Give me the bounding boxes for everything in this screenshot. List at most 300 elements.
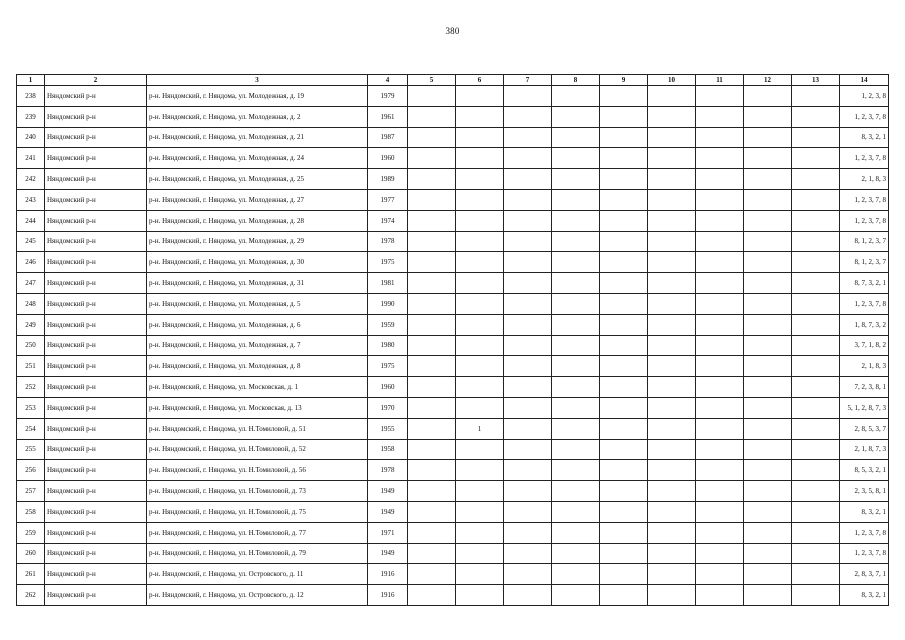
empty-cell [792, 439, 840, 460]
address-cell: р-н. Няндомский, г. Няндома, ул. Н.Томиловой, д. 56 [147, 460, 368, 481]
empty-cell [552, 418, 600, 439]
district-cell: Няндомский р-н [45, 543, 147, 564]
empty-cell [696, 564, 744, 585]
empty-cell [552, 397, 600, 418]
empty-cell [696, 377, 744, 398]
codes-cell: 2, 1, 8, 3 [840, 356, 889, 377]
empty-cell [552, 501, 600, 522]
codes-cell: 7, 2, 3, 8, 1 [840, 377, 889, 398]
empty-cell [408, 522, 456, 543]
empty-cell [600, 564, 648, 585]
empty-cell [552, 293, 600, 314]
row-number-cell: 248 [17, 293, 45, 314]
district-cell: Няндомский р-н [45, 501, 147, 522]
empty-cell [648, 439, 696, 460]
district-cell: Няндомский р-н [45, 377, 147, 398]
col6-cell [456, 501, 504, 522]
col6-cell: 1 [456, 418, 504, 439]
address-cell: р-н. Няндомский, г. Няндома, ул. Молодежная, д. 30 [147, 252, 368, 273]
empty-cell [792, 273, 840, 294]
empty-cell [552, 356, 600, 377]
empty-cell [552, 273, 600, 294]
empty-cell [408, 543, 456, 564]
year-cell: 1981 [368, 273, 408, 294]
row-number-cell: 257 [17, 481, 45, 502]
empty-cell [552, 460, 600, 481]
empty-cell [408, 252, 456, 273]
empty-cell [744, 189, 792, 210]
codes-cell: 3, 7, 1, 8, 2 [840, 335, 889, 356]
district-cell: Няндомский р-н [45, 231, 147, 252]
district-cell: Няндомский р-н [45, 564, 147, 585]
empty-cell [792, 189, 840, 210]
empty-cell [408, 169, 456, 190]
year-cell: 1980 [368, 335, 408, 356]
empty-cell [648, 86, 696, 107]
codes-cell: 2, 3, 5, 8, 1 [840, 481, 889, 502]
empty-cell [792, 418, 840, 439]
district-cell: Няндомский р-н [45, 481, 147, 502]
empty-cell [648, 210, 696, 231]
empty-cell [600, 460, 648, 481]
empty-cell [600, 293, 648, 314]
empty-cell [744, 127, 792, 148]
empty-cell [744, 231, 792, 252]
year-cell: 1960 [368, 148, 408, 169]
year-cell: 1975 [368, 356, 408, 377]
year-cell: 1961 [368, 106, 408, 127]
codes-cell: 1, 2, 3, 7, 8 [840, 543, 889, 564]
empty-cell [600, 189, 648, 210]
empty-cell [552, 314, 600, 335]
row-number-cell: 246 [17, 252, 45, 273]
empty-cell [408, 439, 456, 460]
empty-cell [600, 273, 648, 294]
empty-cell [648, 335, 696, 356]
address-cell: р-н. Няндомский, г. Няндома, ул. Н.Томиловой, д. 77 [147, 522, 368, 543]
empty-cell [504, 418, 552, 439]
empty-cell [552, 377, 600, 398]
empty-cell [792, 314, 840, 335]
empty-cell [600, 335, 648, 356]
col6-cell [456, 481, 504, 502]
empty-cell [408, 501, 456, 522]
empty-cell [408, 314, 456, 335]
row-number-cell: 247 [17, 273, 45, 294]
empty-cell [744, 501, 792, 522]
district-cell: Няндомский р-н [45, 273, 147, 294]
district-cell: Няндомский р-н [45, 418, 147, 439]
year-cell: 1977 [368, 189, 408, 210]
empty-cell [552, 210, 600, 231]
col6-cell [456, 564, 504, 585]
empty-cell [744, 522, 792, 543]
empty-cell [696, 189, 744, 210]
district-cell: Няндомский р-н [45, 293, 147, 314]
empty-cell [504, 314, 552, 335]
empty-cell [792, 169, 840, 190]
empty-cell [696, 106, 744, 127]
empty-cell [552, 231, 600, 252]
empty-cell [648, 418, 696, 439]
district-cell: Няндомский р-н [45, 148, 147, 169]
address-cell: р-н. Няндомский, г. Няндома, ул. Н.Томиловой, д. 73 [147, 481, 368, 502]
empty-cell [600, 210, 648, 231]
page-number: 380 [445, 26, 460, 36]
empty-cell [408, 127, 456, 148]
empty-cell [696, 231, 744, 252]
table-row [17, 543, 889, 564]
col6-cell [456, 86, 504, 107]
address-cell: р-н. Няндомский, г. Няндома, ул. Московская, д. 13 [147, 397, 368, 418]
row-number-cell: 245 [17, 231, 45, 252]
district-cell: Няндомский р-н [45, 252, 147, 273]
address-cell: р-н. Няндомский, г. Няндома, ул. Молодежная, д. 25 [147, 169, 368, 190]
address-cell: р-н. Няндомский, г. Няндома, ул. Московская, д. 1 [147, 377, 368, 398]
empty-cell [648, 189, 696, 210]
empty-cell [552, 148, 600, 169]
empty-cell [648, 356, 696, 377]
empty-cell [792, 585, 840, 606]
empty-cell [504, 564, 552, 585]
empty-cell [696, 127, 744, 148]
empty-cell [504, 522, 552, 543]
column-header: 6 [456, 75, 504, 86]
empty-cell [696, 439, 744, 460]
empty-cell [744, 169, 792, 190]
year-cell: 1974 [368, 210, 408, 231]
empty-cell [744, 273, 792, 294]
table-row [17, 189, 889, 210]
empty-cell [552, 252, 600, 273]
address-cell: р-н. Няндомский, г. Няндома, ул. Молодежная, д. 29 [147, 231, 368, 252]
table-row [17, 501, 889, 522]
empty-cell [504, 585, 552, 606]
table-body [17, 86, 889, 606]
empty-cell [408, 148, 456, 169]
column-header: 4 [368, 75, 408, 86]
empty-cell [408, 564, 456, 585]
empty-cell [504, 106, 552, 127]
district-cell: Няндомский р-н [45, 106, 147, 127]
empty-cell [744, 293, 792, 314]
empty-cell [744, 439, 792, 460]
empty-cell [792, 127, 840, 148]
district-cell: Няндомский р-н [45, 439, 147, 460]
empty-cell [648, 564, 696, 585]
empty-cell [648, 106, 696, 127]
district-cell: Няндомский р-н [45, 460, 147, 481]
empty-cell [504, 377, 552, 398]
col6-cell [456, 127, 504, 148]
empty-cell [408, 460, 456, 481]
empty-cell [504, 335, 552, 356]
empty-cell [744, 397, 792, 418]
codes-cell: 8, 5, 3, 2, 1 [840, 460, 889, 481]
empty-cell [648, 585, 696, 606]
col6-cell [456, 522, 504, 543]
codes-cell: 1, 2, 3, 7, 8 [840, 189, 889, 210]
empty-cell [600, 169, 648, 190]
row-number-cell: 251 [17, 356, 45, 377]
year-cell: 1979 [368, 86, 408, 107]
year-cell: 1970 [368, 397, 408, 418]
empty-cell [648, 127, 696, 148]
table-row [17, 397, 889, 418]
empty-cell [552, 543, 600, 564]
column-header: 5 [408, 75, 456, 86]
empty-cell [648, 543, 696, 564]
empty-cell [696, 273, 744, 294]
empty-cell [408, 189, 456, 210]
empty-cell [696, 501, 744, 522]
empty-cell [648, 273, 696, 294]
row-number-cell: 239 [17, 106, 45, 127]
row-number-cell: 261 [17, 564, 45, 585]
empty-cell [744, 86, 792, 107]
address-cell: р-н. Няндомский, г. Няндома, ул. Молодежная, д. 21 [147, 127, 368, 148]
district-cell: Няндомский р-н [45, 210, 147, 231]
empty-cell [408, 210, 456, 231]
empty-cell [648, 397, 696, 418]
empty-cell [696, 522, 744, 543]
empty-cell [408, 86, 456, 107]
col6-cell [456, 439, 504, 460]
col6-cell [456, 356, 504, 377]
col6-cell [456, 231, 504, 252]
row-number-cell: 243 [17, 189, 45, 210]
empty-cell [552, 106, 600, 127]
empty-cell [504, 356, 552, 377]
empty-cell [696, 543, 744, 564]
year-cell: 1916 [368, 564, 408, 585]
empty-cell [504, 252, 552, 273]
empty-cell [792, 397, 840, 418]
column-header: 3 [147, 75, 368, 86]
district-cell: Няндомский р-н [45, 86, 147, 107]
district-cell: Няндомский р-н [45, 585, 147, 606]
empty-cell [552, 127, 600, 148]
row-number-cell: 256 [17, 460, 45, 481]
empty-cell [504, 543, 552, 564]
codes-cell: 1, 2, 3, 7, 8 [840, 293, 889, 314]
row-number-cell: 240 [17, 127, 45, 148]
address-cell: р-н. Няндомский, г. Няндома, ул. Молодежная, д. 6 [147, 314, 368, 335]
column-header: 14 [840, 75, 889, 86]
empty-cell [792, 86, 840, 107]
empty-cell [696, 335, 744, 356]
col6-cell [456, 106, 504, 127]
codes-cell: 2, 1, 8, 7, 3 [840, 439, 889, 460]
address-cell: р-н. Няндомский, г. Няндома, ул. Молодежная, д. 28 [147, 210, 368, 231]
address-cell: р-н. Няндомский, г. Няндома, ул. Н.Томиловой, д. 51 [147, 418, 368, 439]
address-cell: р-н. Няндомский, г. Няндома, ул. Молодежная, д. 8 [147, 356, 368, 377]
empty-cell [504, 501, 552, 522]
empty-cell [696, 252, 744, 273]
table-row [17, 169, 889, 190]
empty-cell [504, 397, 552, 418]
empty-cell [600, 127, 648, 148]
empty-cell [600, 377, 648, 398]
table-row [17, 356, 889, 377]
empty-cell [552, 481, 600, 502]
empty-cell [696, 86, 744, 107]
col6-cell [456, 314, 504, 335]
empty-cell [552, 169, 600, 190]
empty-cell [408, 481, 456, 502]
year-cell: 1978 [368, 460, 408, 481]
empty-cell [552, 86, 600, 107]
column-header-row [17, 75, 889, 86]
empty-cell [552, 522, 600, 543]
empty-cell [696, 148, 744, 169]
empty-cell [744, 335, 792, 356]
row-number-cell: 242 [17, 169, 45, 190]
empty-cell [744, 543, 792, 564]
empty-cell [696, 460, 744, 481]
register-table [16, 74, 889, 606]
col6-cell [456, 335, 504, 356]
address-cell: р-н. Няндомский, г. Няндома, ул. Н.Томиловой, д. 75 [147, 501, 368, 522]
table-row [17, 273, 889, 294]
empty-cell [696, 314, 744, 335]
codes-cell: 8, 1, 2, 3, 7 [840, 231, 889, 252]
empty-cell [696, 418, 744, 439]
codes-cell: 2, 8, 5, 3, 7 [840, 418, 889, 439]
column-header: 10 [648, 75, 696, 86]
col6-cell [456, 585, 504, 606]
empty-cell [504, 86, 552, 107]
empty-cell [504, 293, 552, 314]
district-cell: Няндомский р-н [45, 127, 147, 148]
empty-cell [792, 231, 840, 252]
codes-cell: 1, 2, 3, 7, 8 [840, 522, 889, 543]
table-row [17, 418, 889, 439]
codes-cell: 8, 3, 2, 1 [840, 501, 889, 522]
address-cell: р-н. Няндомский, г. Няндома, ул. Молодежная, д. 31 [147, 273, 368, 294]
column-header: 12 [744, 75, 792, 86]
district-cell: Няндомский р-н [45, 356, 147, 377]
col6-cell [456, 377, 504, 398]
col6-cell [456, 397, 504, 418]
empty-cell [792, 460, 840, 481]
empty-cell [408, 293, 456, 314]
codes-cell: 1, 2, 3, 7, 8 [840, 210, 889, 231]
column-header: 2 [45, 75, 147, 86]
empty-cell [744, 252, 792, 273]
col6-cell [456, 460, 504, 481]
empty-cell [408, 397, 456, 418]
empty-cell [792, 501, 840, 522]
empty-cell [696, 210, 744, 231]
address-cell: р-н. Няндомский, г. Няндома, ул. Н.Томиловой, д. 52 [147, 439, 368, 460]
row-number-cell: 254 [17, 418, 45, 439]
empty-cell [600, 543, 648, 564]
row-number-cell: 260 [17, 543, 45, 564]
empty-cell [648, 169, 696, 190]
address-cell: р-н. Няндомский, г. Няндома, ул. Молодежная, д. 5 [147, 293, 368, 314]
year-cell: 1990 [368, 293, 408, 314]
empty-cell [744, 356, 792, 377]
table-row [17, 564, 889, 585]
district-cell: Няндомский р-н [45, 169, 147, 190]
address-cell: р-н. Няндомский, г. Няндома, ул. Молодежная, д. 27 [147, 189, 368, 210]
district-cell: Няндомский р-н [45, 397, 147, 418]
address-cell: р-н. Няндомский, г. Няндома, ул. Островского, д. 11 [147, 564, 368, 585]
codes-cell: 8, 3, 2, 1 [840, 127, 889, 148]
empty-cell [552, 585, 600, 606]
empty-cell [744, 460, 792, 481]
district-cell: Няндомский р-н [45, 522, 147, 543]
empty-cell [408, 585, 456, 606]
empty-cell [600, 231, 648, 252]
empty-cell [600, 585, 648, 606]
empty-cell [504, 481, 552, 502]
empty-cell [504, 231, 552, 252]
empty-cell [696, 481, 744, 502]
year-cell: 1960 [368, 377, 408, 398]
row-number-cell: 244 [17, 210, 45, 231]
empty-cell [600, 148, 648, 169]
year-cell: 1975 [368, 252, 408, 273]
empty-cell [696, 169, 744, 190]
codes-cell: 8, 7, 3, 2, 1 [840, 273, 889, 294]
codes-cell: 8, 1, 2, 3, 7 [840, 252, 889, 273]
empty-cell [648, 252, 696, 273]
column-header: 13 [792, 75, 840, 86]
empty-cell [648, 314, 696, 335]
col6-cell [456, 189, 504, 210]
empty-cell [792, 522, 840, 543]
empty-cell [792, 106, 840, 127]
table-row [17, 439, 889, 460]
empty-cell [744, 418, 792, 439]
row-number-cell: 258 [17, 501, 45, 522]
row-number-cell: 255 [17, 439, 45, 460]
empty-cell [744, 314, 792, 335]
codes-cell: 5, 1, 2, 8, 7, 3 [840, 397, 889, 418]
empty-cell [648, 501, 696, 522]
empty-cell [408, 231, 456, 252]
empty-cell [648, 522, 696, 543]
year-cell: 1978 [368, 231, 408, 252]
row-number-cell: 249 [17, 314, 45, 335]
empty-cell [504, 210, 552, 231]
row-number-cell: 259 [17, 522, 45, 543]
empty-cell [408, 356, 456, 377]
district-cell: Няндомский р-н [45, 314, 147, 335]
empty-cell [600, 106, 648, 127]
year-cell: 1949 [368, 481, 408, 502]
empty-cell [408, 335, 456, 356]
district-cell: Няндомский р-н [45, 335, 147, 356]
table-row [17, 148, 889, 169]
empty-cell [408, 418, 456, 439]
table-row [17, 293, 889, 314]
year-cell: 1916 [368, 585, 408, 606]
empty-cell [504, 273, 552, 294]
year-cell: 1971 [368, 522, 408, 543]
empty-cell [792, 356, 840, 377]
address-cell: р-н. Няндомский, г. Няндома, ул. Н.Томиловой, д. 79 [147, 543, 368, 564]
table-row [17, 231, 889, 252]
empty-cell [600, 522, 648, 543]
empty-cell [600, 356, 648, 377]
empty-cell [600, 439, 648, 460]
empty-cell [744, 106, 792, 127]
year-cell: 1955 [368, 418, 408, 439]
year-cell: 1949 [368, 501, 408, 522]
